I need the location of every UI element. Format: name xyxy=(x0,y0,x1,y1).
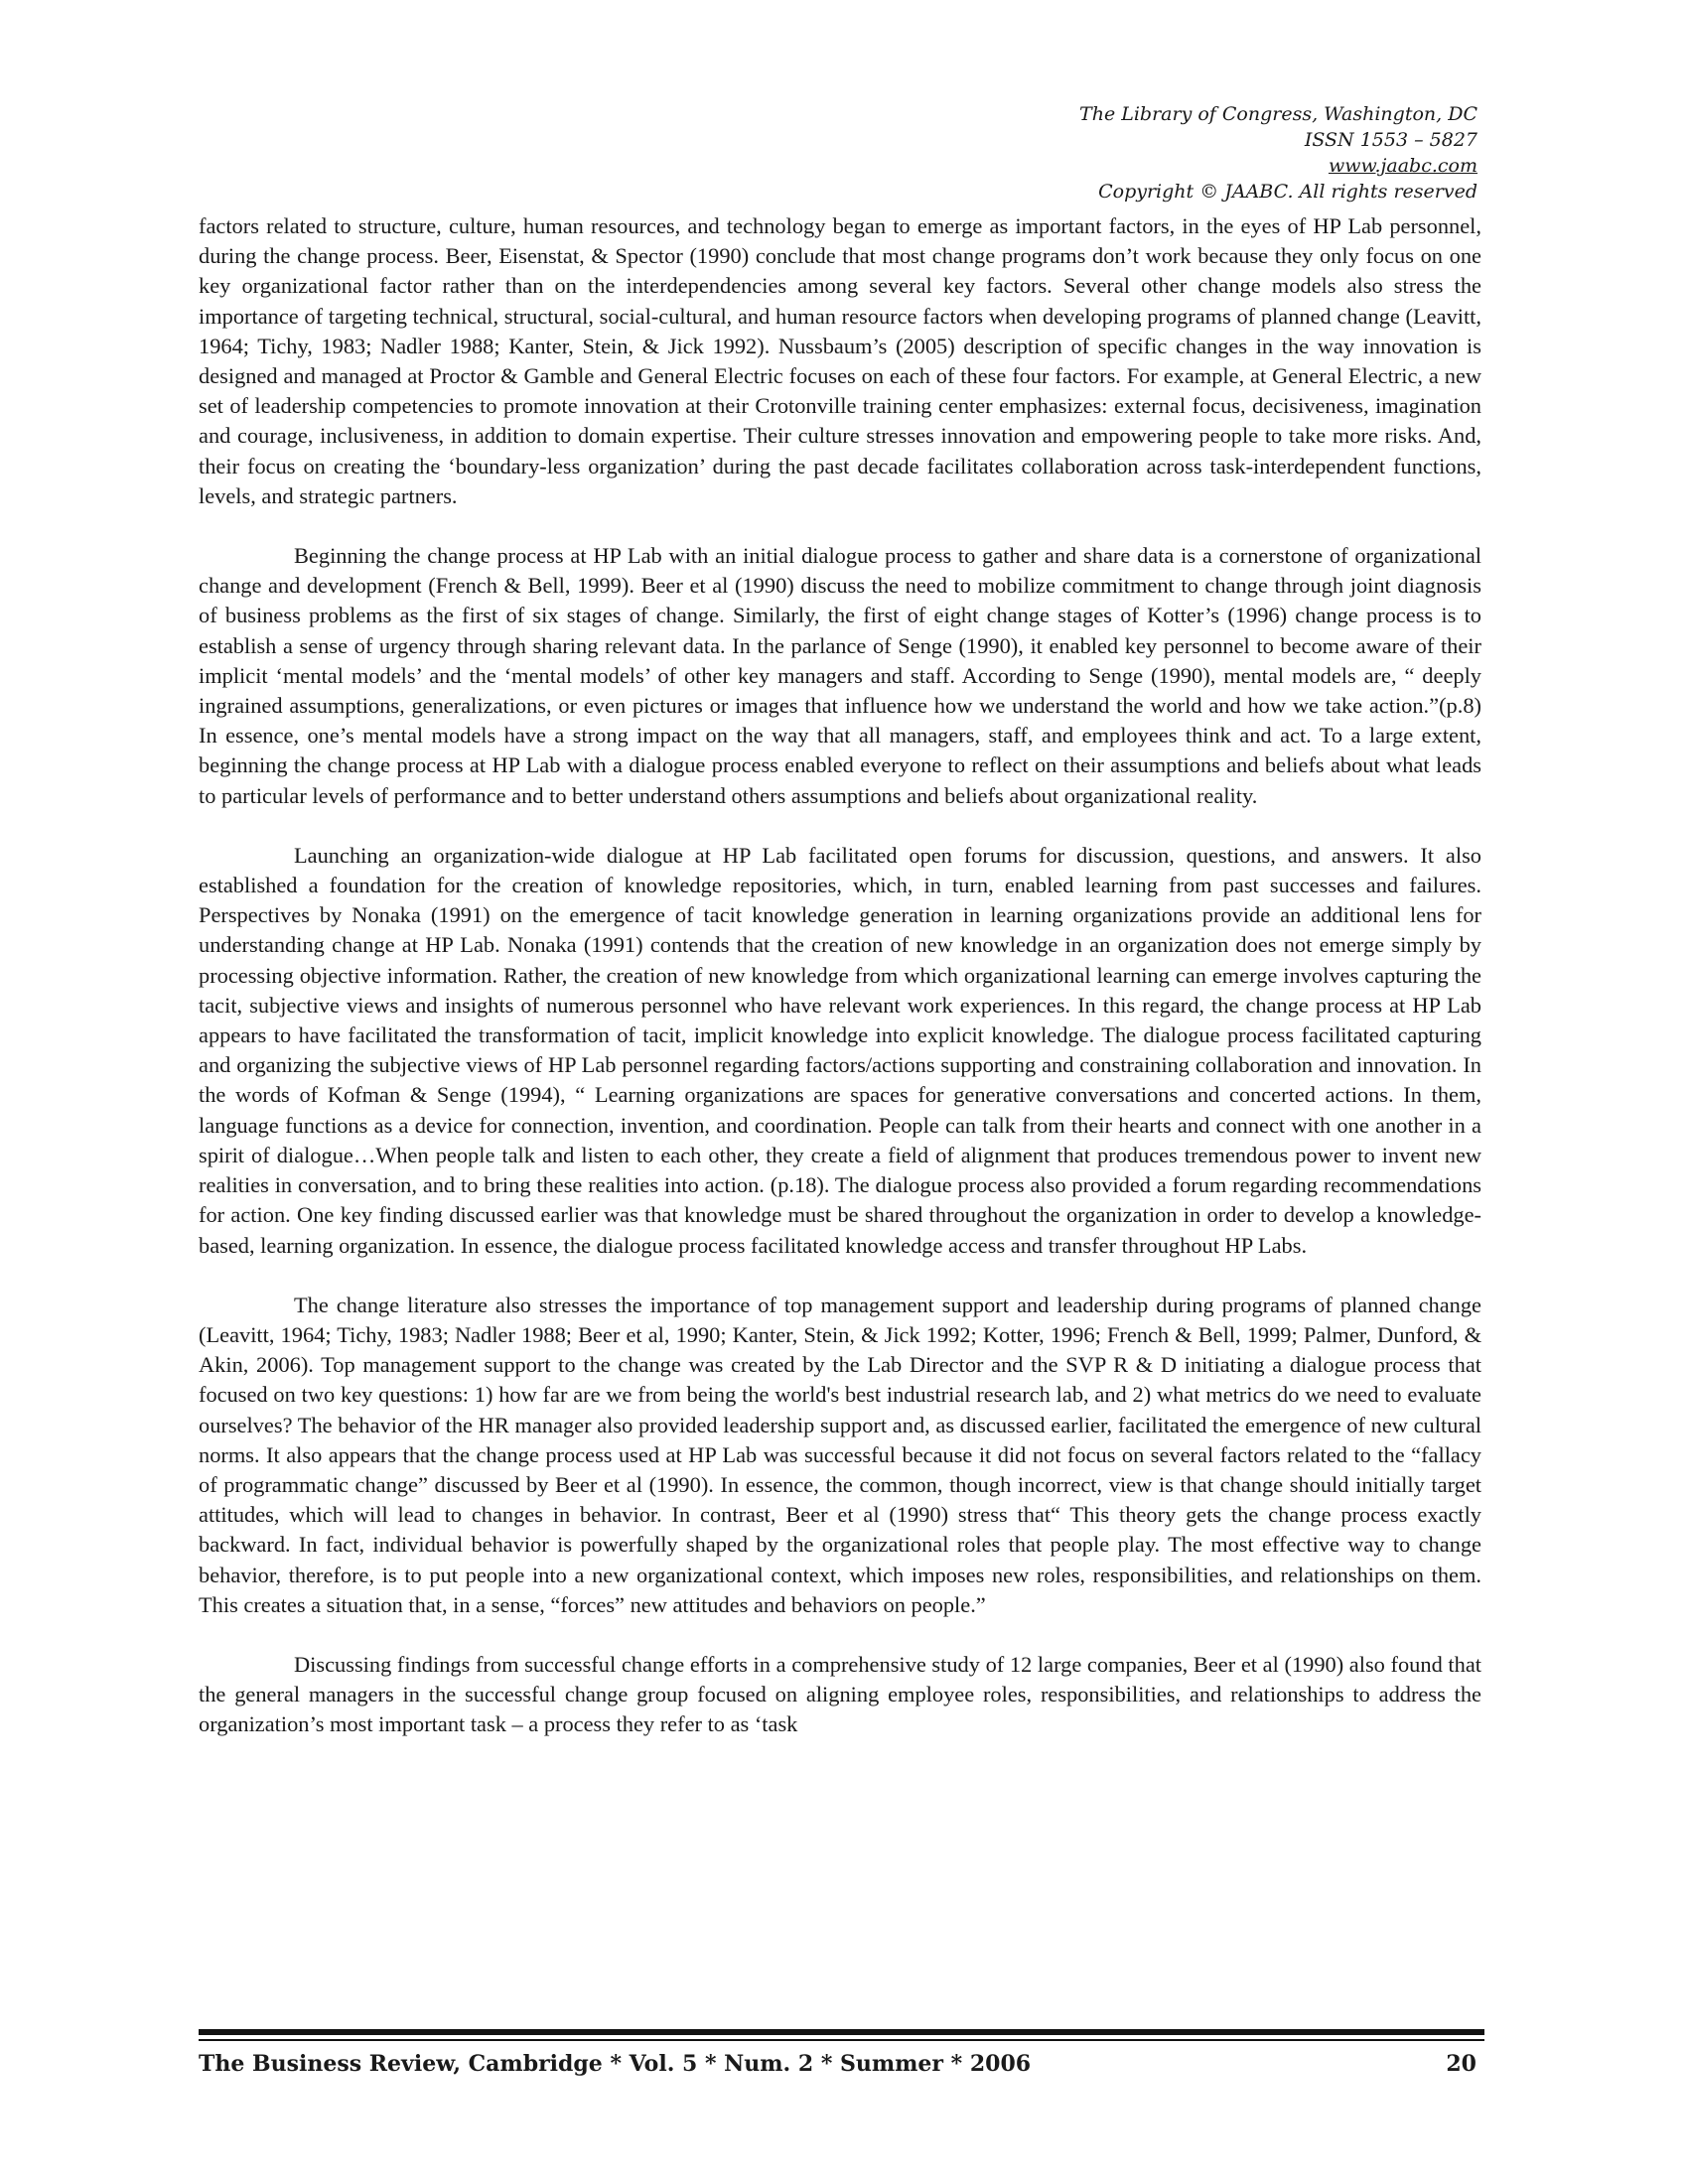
header-issn-line: ISSN 1553 – 5827 xyxy=(1304,129,1477,151)
header-website-link[interactable]: www.jaabc.com xyxy=(1328,155,1477,177)
header-copyright-line: Copyright © JAABC. All rights reserved xyxy=(1098,181,1477,203)
body-paragraph-3: Launching an organization-wide dialogue at HP Lab facilitated open forums for discussion, questions, and answers. It also established a foundation for the creation of knowledge repositories, which, in turn, enabled learning from past successes and failures. Perspectives by Nonaka (1991) on the emergence of tacit knowledge generation in learning organizations provide an additional lens for understanding change at HP Lab. Nonaka (1991) contends that the creation of new knowledge in an organization does not emerge simply by processing objective information. Rather, the creation of new knowledge from which organizational learning can emerge involves capturing the tacit, subjective views and insights of numerous personnel who have relevant work experiences. In this regard, the change process at HP Lab appears to have facilitated the transformation of tacit, implicit knowledge into explicit knowledge. The dialogue process facilitated capturing and organizing the subjective views of HP Lab personnel regarding factors/actions supporting and constraining collaboration and innovation. In the words of Kofman & Senge (1994), “ Learning organizations are spaces for generative conversations and concerted actions. In them, language functions as a device for connection, invention, and coordination. People can talk from their hearts and connect with one another in a spirit of dialogue…When people talk and listen to each other, they create a field of alignment that produces tremendous power to invent new realities in conversation, and to bring these realities into action. (p.18). The dialogue process also provided a forum regarding recommendations for action. One key finding discussed earlier was that knowledge must be shared throughout the organization in order to develop a knowledge-based, learning organization. In essence, the dialogue process facilitated knowledge access and transfer throughout HP Labs. xyxy=(199,842,1481,1258)
body-paragraph-2: Beginning the change process at HP Lab with an initial dialogue process to gather and share data is a cornerstone of organizational change and development (French & Bell, 1999). Beer et al (1990) discuss the need to mobilize commitment to change through joint diagnosis of business problems as the first of six stages of change. Similarly, the first of eight change stages of Kotter’s (1996) change process is to establish a sense of urgency through sharing relevant data. In the parlance of Senge (1990), it enabled key personnel to become aware of their implicit ‘mental models’ and the ‘mental models’ of other key managers and staff. According to Senge (1990), mental models are, “ deeply ingrained assumptions, generalizations, or even pictures or images that influence how we understand the world and how we take action.”(p.8) In essence, one’s mental models have a strong impact on the way that all managers, staff, and employees think and act. To a large extent, beginning the change process at HP Lab with a dialogue process enabled everyone to reflect on their assumptions and beliefs about what leads to particular levels of performance and to better understand others assumptions and beliefs about organizational reality. xyxy=(199,543,1481,808)
page-footer xyxy=(199,2049,1484,2079)
body-paragraph-1: factors related to structure, culture, human resources, and technology began to emerge as important factors, in the eyes of HP Lab personnel, during the change process. Beer, Eisenstat, & Spector (1990) conclude that most change programs don’t work because they only focus on one key organizational factor rather than on the interdependencies among several key factors. Several other change models also stress the importance of targeting technical, structural, social-cultural, and human resource factors when developing programs of planned change (Leavitt, 1964; Tichy, 1983; Nadler 1988; Kanter, Stein, & Jick 1992). Nussbaum’s (2005) description of specific changes in the way innovation is designed and managed at Proctor & Gamble and General Electric focuses on each of these four factors. For example, at General Electric, a new set of leadership competencies to promote innovation at their Crotonville training center emphasizes: external focus, decisiveness, imagination and courage, inclusiveness, in addition to domain expertise. Their culture stresses innovation and empowering people to take more risks. And, their focus on creating the ‘boundary-less organization’ during the past decade facilitates collaboration across task-interdependent functions, levels, and strategic partners. xyxy=(199,213,1481,508)
article-body xyxy=(199,211,1481,1770)
footer-divider-thin xyxy=(199,2039,1484,2041)
footer-divider-thick xyxy=(199,2029,1484,2035)
body-paragraph-4: The change literature also stresses the importance of top management support and leadership during programs of planned change (Leavitt, 1964; Tichy, 1983; Nadler 1988; Beer et al, 1990; Kanter, Stein, & Jick 1992; Kotter, 1996; French & Bell, 1999; Palmer, Dunford, & Akin, 2006). Top management support to the change was created by the Lab Director and the SVP R & D initiating a dialogue process that focused on two key questions: 1) how far are we from being the world's best industrial research lab, and 2) what metrics do we need to evaluate ourselves? The behavior of the HR manager also provided leadership support and, as discussed earlier, facilitated the emergence of new cultural norms. It also appears that the change process used at HP Lab was successful because it did not focus on several factors related to the “fallacy of programmatic change” discussed by Beer et al (1990). In essence, the common, though incorrect, view is that change should initially target attitudes, which will lead to changes in behavior. In contrast, Beer et al (1990) stress that“ This theory gets the change process exactly backward. In fact, individual behavior is powerfully shaped by the organizational roles that people play. The most effective way to change behavior, therefore, is to put people into a new organizational context, which imposes new roles, responsibilities, and relationships on them. This creates a situation that, in a sense, “forces” new attitudes and behaviors on people.” xyxy=(199,1292,1481,1617)
page-number: 20 xyxy=(1446,2051,1477,2077)
body-paragraph-5: Discussing findings from successful change efforts in a comprehensive study of 12 large companies, Beer et al (1990) also found that the general managers in the successful change group focused on aligning employee roles, responsibilities, and relationships to address the organization’s most important task – a process they refer to as ‘task xyxy=(199,1651,1481,1737)
page-header xyxy=(782,101,1477,205)
footer-journal-citation: The Business Review, Cambridge * Vol. 5 * Num. 2 * Summer * 2006 xyxy=(199,2051,1032,2077)
header-library-line: The Library of Congress, Washington, DC xyxy=(1079,103,1477,125)
